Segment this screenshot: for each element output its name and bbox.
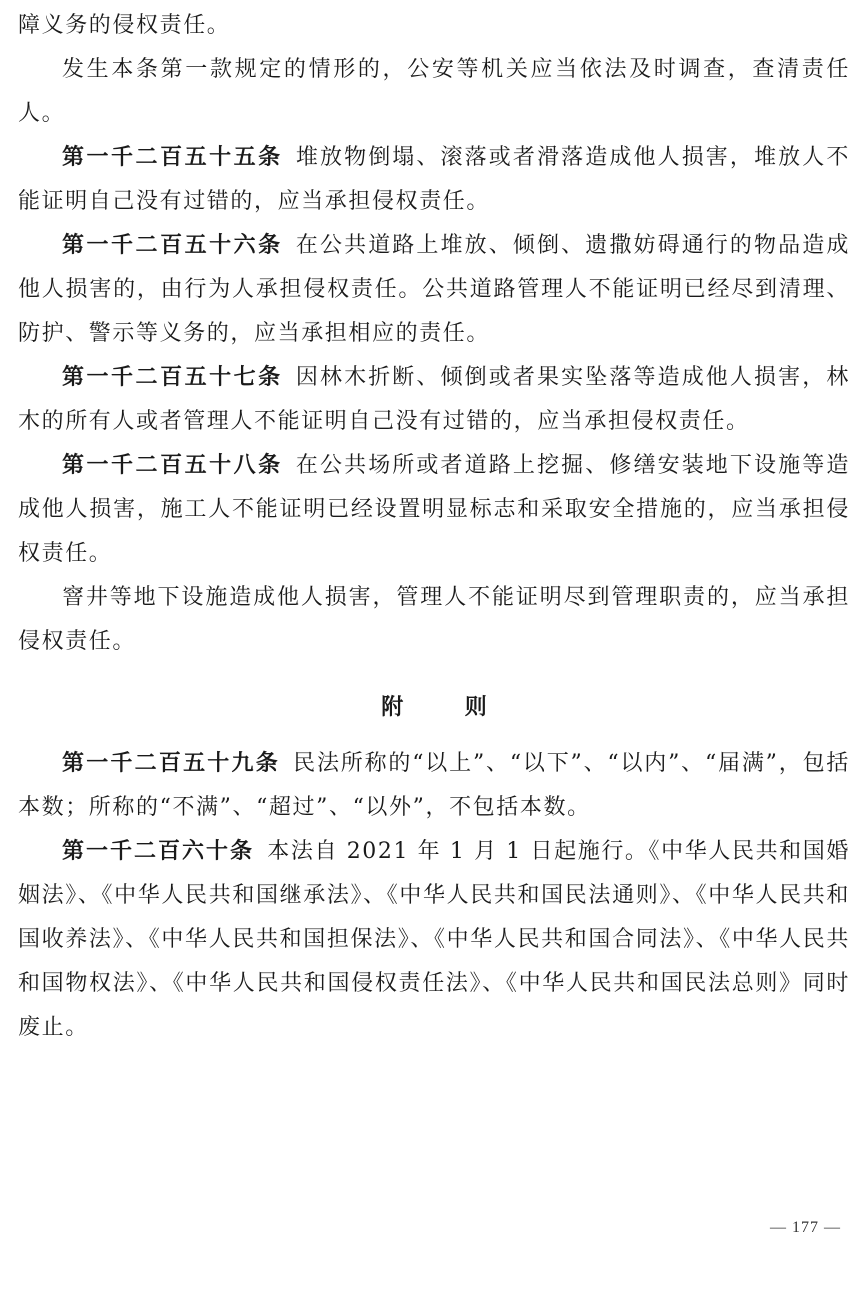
article-text: 堆放物倒塌、滚落或者滑落造成他人损害，堆放人不能证明自己没有过错的，应当承担侵权责任。: [18, 145, 850, 214]
article-paragraph: [18, 356, 850, 444]
article-number: 第一千二百五十七条: [62, 365, 283, 390]
paragraph-continuation: 障义务的侵权责任。: [18, 13, 231, 38]
article-text: 民法所称的“以上”、“以下”、“以内”、“届满”，包括本数；所称的“不满”、“超过”、“以外”，不包括本数。: [18, 751, 850, 820]
paragraph: 窨井等地下设施造成他人损害，管理人不能证明尽到管理职责的，应当承担侵权责任。: [18, 585, 850, 654]
article-text: 本法自 2021 年 1 月 1 日起施行。《中华人民共和国婚姻法》、《中华人民共和国继承法》、《中华人民共和国民法通则》、《中华人民共和国收养法》、《中华人民共和国担保法》、《中华人民共和国合同法》、《中华人民共和国物权法》、《中华人民共和国侵权责任法》、《中华人民共和国民法总则》同时废止。: [18, 839, 850, 1040]
body-text-block: [18, 4, 850, 664]
section-title: 附则: [381, 695, 549, 720]
article-number: 第一千二百五十五条: [62, 145, 283, 170]
article-paragraph: [18, 444, 850, 576]
article-number: 第一千二百五十八条: [62, 453, 283, 478]
document-page: [18, 4, 850, 1050]
article-text: 因林木折断、倾倒或者果实坠落等造成他人损害，林木的所有人或者管理人不能证明自己没有过错的，应当承担侵权责任。: [18, 365, 850, 434]
article-paragraph: [18, 224, 850, 356]
article-paragraph: [18, 742, 850, 830]
page-number: — 177 —: [770, 1219, 841, 1236]
supplementary-block: [18, 742, 850, 1050]
article-text: 在公共道路上堆放、倾倒、遗撒妨碍通行的物品造成他人损害的，由行为人承担侵权责任。公共道路管理人不能证明已经尽到清理、防护、警示等义务的，应当承担相应的责任。: [18, 233, 850, 346]
article-paragraph: [18, 136, 850, 224]
article-number: 第一千二百六十条: [62, 839, 255, 864]
paragraph: 发生本条第一款规定的情形的，公安等机关应当依法及时调查，查清责任人。: [18, 57, 850, 126]
article-paragraph: [18, 830, 850, 1050]
article-number: 第一千二百五十六条: [62, 233, 283, 258]
article-number: 第一千二百五十九条: [62, 751, 280, 776]
article-text: 在公共场所或者道路上挖掘、修缮安装地下设施等造成他人损害，施工人不能证明已经设置明显标志和采取安全措施的，应当承担侵权责任。: [18, 453, 850, 566]
